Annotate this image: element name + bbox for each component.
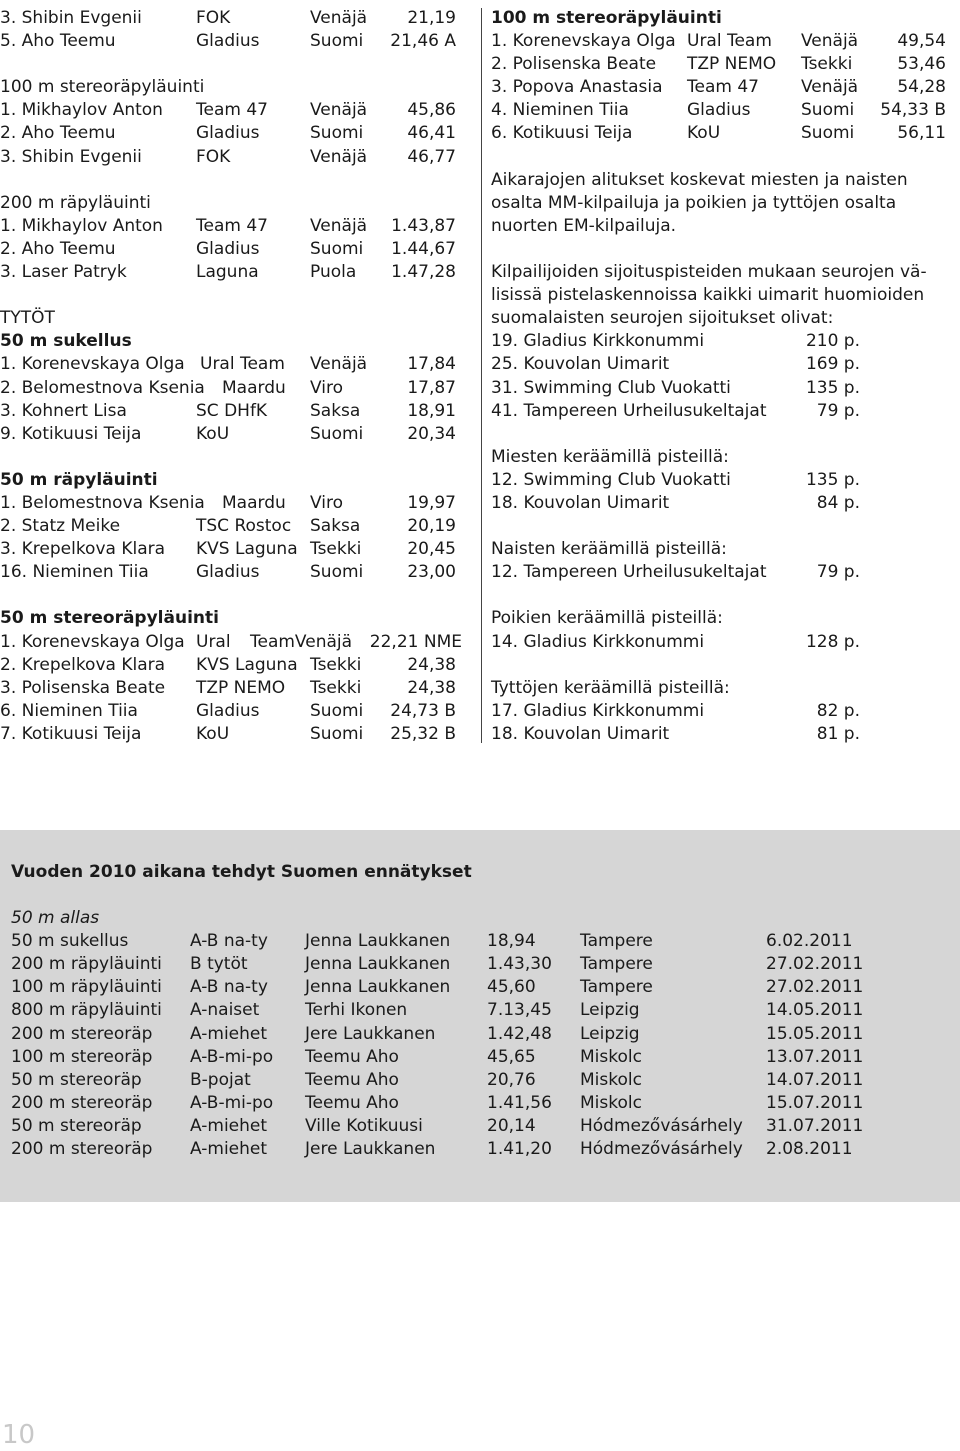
club-name: Gladius: [196, 238, 260, 259]
event-heading: 100 m stereoräpyläuinti: [491, 8, 722, 28]
club-ranking: 19. Gladius Kirkkonummi: [491, 331, 705, 352]
club-points: 82 p.: [816, 700, 860, 721]
club-ranking: 14. Gladius Kirkkonummi: [491, 631, 705, 652]
result-time: 54,28: [897, 77, 946, 98]
result-row: [0, 561, 470, 584]
note-text: nuorten EM-kilpailuja.: [491, 215, 677, 236]
points-heading: Miesten keräämillä pisteillä:: [491, 446, 729, 467]
record-place: Miskolc: [580, 1092, 642, 1113]
result-time: 54,33 B: [880, 100, 946, 121]
result-time: 18,91: [407, 400, 456, 421]
athlete-name: 1. Belomestnova Ksenia: [0, 492, 205, 513]
record-category: A-B-mi-po: [190, 1046, 274, 1067]
country-name: Tsekki: [310, 677, 362, 698]
record-place: Miskolc: [580, 1046, 642, 1067]
result-time: 22,21 NME: [369, 631, 462, 652]
club-name: Team 47: [196, 100, 268, 121]
record-event: 200 m stereoräp: [11, 1023, 153, 1044]
result-time: 20,19: [407, 516, 456, 537]
athlete-name: 5. Aho Teemu: [0, 31, 116, 52]
country-name: Suomi: [310, 238, 364, 259]
country-name: Venäjä: [801, 77, 859, 98]
club-points: 169 p.: [805, 354, 860, 375]
result-time: 20,34: [407, 423, 456, 444]
left-results-column: [0, 7, 470, 746]
record-date: 27.02.2011: [766, 977, 864, 998]
record-row: [11, 1023, 951, 1046]
athlete-name: 7. Kotikuusi Teija: [0, 723, 142, 744]
result-row: [0, 723, 470, 746]
record-category: A-miehet: [190, 1023, 268, 1044]
record-place: Leipzig: [580, 1000, 640, 1021]
record-swimmer: Teemu Aho: [305, 1092, 399, 1113]
record-category: A-B-mi-po: [190, 1092, 274, 1113]
athlete-name: 2. Krepelkova Klara: [0, 654, 166, 675]
country-name: Suomi: [310, 123, 364, 144]
record-row: [11, 976, 951, 999]
spacer: [491, 584, 960, 607]
club-row: [491, 631, 960, 654]
result-row: [0, 492, 470, 515]
club-name: KVS Laguna: [196, 539, 298, 560]
record-swimmer: Jenna Laukkanen: [305, 977, 451, 998]
record-category: A-B na-ty: [190, 977, 268, 998]
record-category: B tytöt: [190, 954, 248, 975]
country-name: Suomi: [310, 423, 364, 444]
result-row: [0, 377, 470, 400]
spacer: [491, 654, 960, 677]
club-row: [491, 700, 960, 723]
record-place: Miskolc: [580, 1069, 642, 1090]
club-row: [491, 353, 960, 376]
athlete-name: 1. Korenevskaya Olga: [491, 31, 676, 52]
record-row: [11, 930, 951, 953]
records-pool-label: 50 m allas: [11, 908, 100, 929]
country-name: Tsekki: [801, 54, 853, 75]
result-row: [0, 353, 470, 376]
record-row: [11, 1115, 951, 1138]
record-date: 15.05.2011: [766, 1023, 864, 1044]
record-event: 50 m stereoräp: [11, 1069, 142, 1090]
record-event: 50 m stereoräp: [11, 1115, 142, 1136]
club-name: TSC Rostoc: [196, 516, 292, 537]
club-name: Gladius: [687, 100, 751, 121]
record-swimmer: Jere Laukkanen: [305, 1023, 436, 1044]
club-name: FOK: [196, 146, 231, 167]
record-time: 18,94: [487, 931, 536, 952]
event-heading: 50 m sukellus: [0, 331, 132, 352]
club-name: KoU: [196, 723, 230, 744]
spacer: [491, 238, 960, 261]
spacer: [0, 584, 470, 607]
athlete-name: 3. Shibin Evgenii: [0, 8, 142, 28]
record-swimmer: Teemu Aho: [305, 1069, 399, 1090]
note-text: Aikarajojen alitukset koskevat miesten ja naisten: [491, 169, 908, 190]
category-heading: TYTÖT: [0, 308, 55, 329]
country-name: Suomi: [310, 31, 364, 52]
record-event: 200 m räpyläuinti: [11, 954, 162, 975]
athlete-name: 3. Kohnert Lisa: [0, 400, 127, 421]
result-row: [491, 30, 960, 53]
result-row: [0, 261, 470, 284]
result-row: [0, 515, 470, 538]
club-points: 128 p.: [805, 631, 860, 652]
club-ranking: 12. Swimming Club Vuokatti: [491, 469, 731, 490]
record-date: 15.07.2011: [766, 1092, 864, 1113]
spacer: [0, 446, 470, 469]
result-row: [491, 99, 960, 122]
club-name: SC DHfK: [196, 400, 268, 421]
event-heading: 50 m räpyläuinti: [0, 469, 158, 490]
result-row: [0, 654, 470, 677]
result-row: [0, 99, 470, 122]
record-date: 13.07.2011: [766, 1046, 864, 1067]
club-points: 135 p.: [805, 469, 860, 490]
country-name: Venäjä: [801, 31, 859, 52]
club-name: TZP NEMO: [687, 54, 777, 75]
country-name: Venäjä: [310, 354, 368, 375]
athlete-name: 9. Kotikuusi Teija: [0, 423, 142, 444]
result-time: 19,97: [407, 492, 456, 513]
club-name: Ural Team: [200, 354, 285, 375]
record-swimmer: Terhi Ikonen: [305, 1000, 408, 1021]
club-points: 84 p.: [816, 492, 860, 513]
record-event: 800 m räpyläuinti: [11, 1000, 162, 1021]
finnish-records-box: [0, 830, 960, 1202]
country-name: TeamVenäjä: [250, 631, 353, 652]
note-text: suomalaisten seurojen sijoitukset olivat:: [491, 308, 834, 329]
club-row: [491, 492, 960, 515]
club-row: [491, 723, 960, 746]
club-name: KVS Laguna: [196, 654, 298, 675]
country-name: Venäjä: [310, 100, 368, 121]
result-time: 1.44,67: [391, 238, 456, 259]
result-time: 49,54: [897, 31, 946, 52]
record-time: 7.13,45: [487, 1000, 552, 1021]
result-time: 25,32 B: [390, 723, 456, 744]
event-heading: 50 m stereoräpyläuinti: [0, 608, 219, 629]
spacer: [491, 146, 960, 169]
record-date: 27.02.2011: [766, 954, 864, 975]
club-name: Gladius: [196, 562, 260, 583]
country-name: Viro: [310, 377, 343, 398]
result-time: 17,87: [407, 377, 456, 398]
athlete-name: 1. Korenevskaya Olga: [0, 631, 185, 652]
club-name: Ural: [196, 631, 231, 652]
record-time: 20,14: [487, 1115, 536, 1136]
record-event: 100 m stereoräp: [11, 1046, 153, 1067]
athlete-name: 1. Mikhaylov Anton: [0, 215, 163, 236]
result-row: [0, 122, 470, 145]
records-content: [11, 861, 951, 1161]
country-name: Suomi: [801, 100, 855, 121]
club-name: Laguna: [196, 262, 259, 283]
result-time: 17,84: [407, 354, 456, 375]
record-category: A-naiset: [190, 1000, 260, 1021]
record-swimmer: Jenna Laukkanen: [305, 954, 451, 975]
points-heading: Naisten keräämillä pisteillä:: [491, 539, 727, 560]
club-points: 79 p.: [816, 400, 860, 421]
club-name: Team 47: [196, 215, 268, 236]
athlete-name: 1. Korenevskaya Olga: [0, 354, 185, 375]
note-text: osalta MM-kilpailuja ja poikien ja tyttöjen osalta: [491, 192, 897, 213]
result-time: 24,73 B: [390, 700, 456, 721]
athlete-name: 3. Krepelkova Klara: [0, 539, 166, 560]
result-row: [0, 215, 470, 238]
record-place: Tampere: [580, 977, 653, 998]
record-row: [11, 1092, 951, 1115]
club-name: Gladius: [196, 123, 260, 144]
athlete-name: 2. Statz Meike: [0, 516, 121, 537]
record-date: 6.02.2011: [766, 931, 853, 952]
result-time: 45,86: [407, 100, 456, 121]
records-title: Vuoden 2010 aikana tehdyt Suomen ennätykset: [11, 862, 472, 882]
result-time: 1.47,28: [391, 262, 456, 283]
club-name: Team 47: [687, 77, 759, 98]
record-event: 50 m sukellus: [11, 931, 129, 952]
result-row: [0, 400, 470, 423]
record-row: [11, 1138, 951, 1161]
points-heading: Poikien keräämillä pisteillä:: [491, 608, 723, 629]
result-row: [0, 30, 470, 53]
spacer: [491, 515, 960, 538]
record-time: 45,60: [487, 977, 536, 998]
club-row: [491, 469, 960, 492]
athlete-name: 3. Polisenska Beate: [0, 677, 166, 698]
record-category: A-miehet: [190, 1115, 268, 1136]
country-name: Venäjä: [310, 215, 368, 236]
athlete-name: 4. Nieminen Tiia: [491, 100, 629, 121]
result-time: 23,00: [407, 562, 456, 583]
country-name: Venäjä: [310, 146, 368, 167]
athlete-name: 3. Laser Patryk: [0, 262, 127, 283]
spacer: [0, 53, 470, 76]
result-time: 46,77: [407, 146, 456, 167]
country-name: Venäjä: [310, 8, 368, 28]
result-row: [491, 53, 960, 76]
record-date: 14.05.2011: [766, 1000, 864, 1021]
country-name: Suomi: [310, 562, 364, 583]
club-name: Maardu: [222, 377, 286, 398]
note-text: lisissä pistelaskennoissa kaikki uimarit huomioiden: [491, 285, 925, 306]
points-heading: Tyttöjen keräämillä pisteillä:: [491, 677, 730, 698]
club-name: FOK: [196, 8, 231, 28]
records-table: [11, 930, 951, 1161]
result-time: 46,41: [407, 123, 456, 144]
club-ranking: 41. Tampereen Urheilusukeltajat: [491, 400, 767, 421]
record-place: Hódmezővásárhely: [580, 1139, 743, 1160]
record-swimmer: Jere Laukkanen: [305, 1139, 436, 1160]
club-points: 210 p.: [805, 331, 860, 352]
record-date: 14.07.2011: [766, 1069, 864, 1090]
result-row: [0, 146, 470, 169]
record-place: Leipzig: [580, 1023, 640, 1044]
record-place: Tampere: [580, 954, 653, 975]
country-name: Saksa: [310, 400, 361, 421]
record-time: 1.43,30: [487, 954, 552, 975]
result-time: 53,46: [897, 54, 946, 75]
club-name: KoU: [196, 423, 230, 444]
record-row: [11, 1069, 951, 1092]
athlete-name: 16. Nieminen Tiia: [0, 562, 149, 583]
athlete-name: 2. Belomestnova Ksenia: [0, 377, 205, 398]
record-time: 1.42,48: [487, 1023, 552, 1044]
note-text: Kilpailijoiden sijoituspisteiden mukaan seurojen vä-: [491, 262, 927, 283]
spacer: [0, 284, 470, 307]
club-name: Maardu: [222, 492, 286, 513]
record-category: B-pojat: [190, 1069, 251, 1090]
result-row: [491, 76, 960, 99]
club-row: [491, 330, 960, 353]
record-event: 200 m stereoräp: [11, 1092, 153, 1113]
club-points: 135 p.: [805, 377, 860, 398]
record-row: [11, 1046, 951, 1069]
club-points: 81 p.: [816, 723, 860, 744]
athlete-name: 2. Aho Teemu: [0, 238, 116, 259]
country-name: Suomi: [801, 123, 855, 144]
result-row: [491, 122, 960, 145]
spacer: [0, 169, 470, 192]
result-row: [0, 677, 470, 700]
record-category: A-B na-ty: [190, 931, 268, 952]
athlete-name: 6. Kotikuusi Teija: [491, 123, 633, 144]
spacer: [491, 423, 960, 446]
club-name: Ural Team: [687, 31, 772, 52]
country-name: Suomi: [310, 723, 364, 744]
record-swimmer: Ville Kotikuusi: [305, 1115, 423, 1136]
club-ranking: 12. Tampereen Urheilusukeltajat: [491, 562, 767, 583]
column-divider: [481, 8, 482, 743]
club-name: TZP NEMO: [196, 677, 286, 698]
event-heading: 100 m stereoräpyläuinti: [0, 77, 205, 98]
event-heading: 200 m räpyläuinti: [0, 192, 151, 213]
result-time: 1.43,87: [391, 215, 456, 236]
country-name: Viro: [310, 492, 343, 513]
record-time: 1.41,56: [487, 1092, 552, 1113]
country-name: Suomi: [310, 700, 364, 721]
record-time: 45,65: [487, 1046, 536, 1067]
club-row: [491, 400, 960, 423]
record-time: 1.41,20: [487, 1139, 552, 1160]
record-date: 31.07.2011: [766, 1115, 864, 1136]
athlete-name: 2. Polisenska Beate: [491, 54, 657, 75]
result-time: 21,19: [407, 8, 456, 28]
record-swimmer: Jenna Laukkanen: [305, 931, 451, 952]
record-date: 2.08.2011: [766, 1139, 853, 1160]
page-number: 10: [2, 1420, 36, 1450]
athlete-name: 2. Aho Teemu: [0, 123, 116, 144]
club-ranking: 31. Swimming Club Vuokatti: [491, 377, 731, 398]
athlete-name: 3. Shibin Evgenii: [0, 146, 142, 167]
club-name: Gladius: [196, 700, 260, 721]
result-row: [0, 700, 470, 723]
result-time: 24,38: [407, 677, 456, 698]
record-row: [11, 999, 951, 1022]
result-row: [0, 538, 470, 561]
club-ranking: 25. Kouvolan Uimarit: [491, 354, 670, 375]
record-category: A-miehet: [190, 1139, 268, 1160]
right-results-column: [491, 7, 960, 746]
athlete-name: 1. Mikhaylov Anton: [0, 100, 163, 121]
athlete-name: 3. Popova Anastasia: [491, 77, 663, 98]
country-name: Tsekki: [310, 654, 362, 675]
club-ranking: 18. Kouvolan Uimarit: [491, 492, 670, 513]
country-name: Tsekki: [310, 539, 362, 560]
club-name: Gladius: [196, 31, 260, 52]
result-time: 56,11: [897, 123, 946, 144]
record-event: 100 m räpyläuinti: [11, 977, 162, 998]
result-time: 20,45: [407, 539, 456, 560]
record-event: 200 m stereoräp: [11, 1139, 153, 1160]
result-row: [0, 631, 470, 654]
result-time: 24,38: [407, 654, 456, 675]
club-name: KoU: [687, 123, 721, 144]
record-time: 20,76: [487, 1069, 536, 1090]
club-ranking: 18. Kouvolan Uimarit: [491, 723, 670, 744]
result-time: 21,46 A: [390, 31, 456, 52]
result-row: [0, 7, 470, 30]
result-row: [0, 238, 470, 261]
athlete-name: 6. Nieminen Tiia: [0, 700, 138, 721]
record-place: Hódmezővásárhely: [580, 1115, 743, 1136]
record-row: [11, 953, 951, 976]
record-swimmer: Teemu Aho: [305, 1046, 399, 1067]
result-row: [0, 423, 470, 446]
club-points: 79 p.: [816, 562, 860, 583]
record-place: Tampere: [580, 931, 653, 952]
club-row: [491, 561, 960, 584]
club-ranking: 17. Gladius Kirkkonummi: [491, 700, 705, 721]
club-row: [491, 377, 960, 400]
country-name: Puola: [310, 262, 357, 283]
country-name: Saksa: [310, 516, 361, 537]
